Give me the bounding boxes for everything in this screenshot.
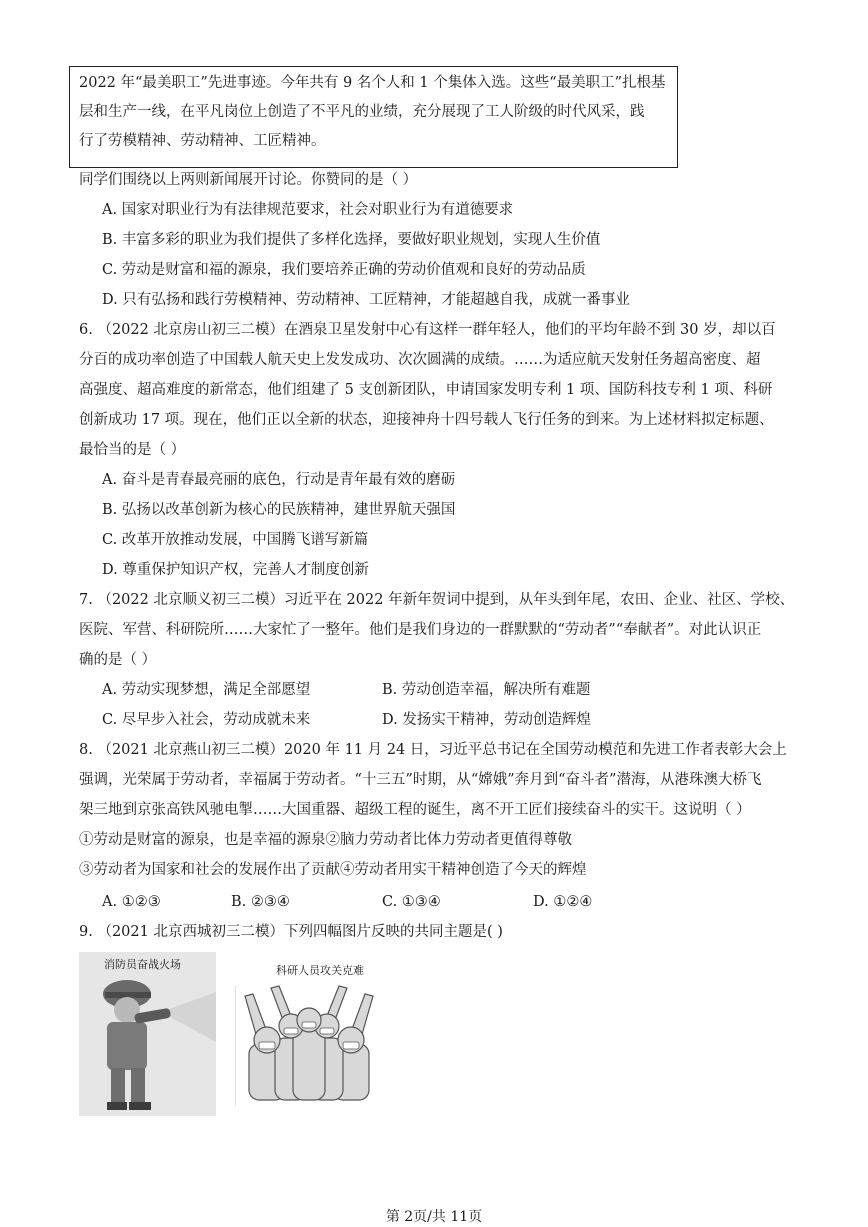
q8-option-c: C. ①③④: [382, 894, 441, 910]
q8-option-d: D. ①②④: [533, 894, 593, 910]
q8-stem-line-3: 架三地到京张高铁风驰电掣……大国重器、超级工程的诞生，离不开工匠们接续奋斗的实干。这说明（ ）: [79, 802, 751, 818]
page-number: 第 2页/共 11页: [385, 1209, 483, 1225]
q6-stem-line-4: 创新成功 17 项。现在，他们正以全新的状态，迎接神舟十四号载人飞行任务的到来。为上述材料拟定标题、: [79, 412, 774, 428]
q7-option-b: B. 劳动创造幸福，解决所有难题: [382, 682, 591, 698]
q5-option-a: A. 国家对职业行为有法律规范要求，社会对职业行为有道德要求: [102, 202, 514, 218]
researchers-icon: [235, 958, 383, 1106]
q6-option-b: B. 弘扬以改革创新为核心的民族精神，建世界航天强国: [102, 502, 456, 518]
q6-stem-line-5: 最恰当的是（ ）: [79, 442, 186, 458]
firefighter-icon: [79, 952, 216, 1116]
q8-statement-1: ①劳动是财富的源泉，也是幸福的源泉②脑力劳动者比体力劳动者更值得尊敬: [79, 832, 572, 848]
q5-option-c: C. 劳动是财富和福的源泉，我们要培养正确的劳动价值观和良好的劳动品质: [102, 262, 586, 278]
q7-option-a: A. 劳动实现梦想，满足全部愿望: [102, 682, 311, 698]
researchers-illustration: [235, 958, 383, 1106]
q7-stem-line-2: 医院、军营、科研院所……大家忙了一整年。他们是我们身边的一群默默的“劳动者”“奉献者”。对此认识正: [79, 622, 762, 638]
box-line-1: 2022 年“最美职工”先进事迹。今年共有 9 名个人和 1 个集体入选。这些“最美职工”扎根基: [79, 75, 666, 91]
q6-option-c: C. 改革开放推动发展，中国腾飞谱写新篇: [102, 532, 369, 548]
q5-option-d: D. 只有弘扬和践行劳模精神、劳动精神、工匠精神，才能超越自我，成就一番事业: [102, 292, 630, 308]
q7-option-c: C. 尽早步入社会，劳动成就未来: [102, 712, 311, 728]
box-line-3: 行了劳模精神、劳动精神、工匠精神。: [79, 133, 326, 149]
q7-stem-line-3: 确的是（ ）: [79, 652, 157, 668]
q5-option-b: B. 丰富多彩的职业为我们提供了多样化选择，要做好职业规划，实现人生价值: [102, 232, 601, 248]
q6-stem-line-2: 分百的成功率创造了中国载人航天史上发发成功、次次圆满的成绩。……为适应航天发射任务超高密度、超: [79, 352, 761, 368]
q6-stem-line-3: 高强度、超高难度的新常态，他们组建了 5 支创新团队，申请国家发明专利 1 项、国防科技专利 1 项、科研: [79, 382, 773, 398]
q7-option-d: D. 发扬实干精神，劳动创造辉煌: [382, 712, 591, 728]
figure-2-caption: 科研人员攻关克难: [276, 964, 364, 977]
q5-stem: 同学们围绕以上两则新闻展开讨论。你赞同的是（ ）: [79, 172, 418, 188]
q6-option-d: D. 尊重保护知识产权，完善人才制度创新: [102, 562, 369, 578]
q9-stem: 9. （2021 北京西城初三二模）下列四幅图片反映的共同主题是( ): [79, 924, 503, 940]
q6-stem-line-1: 6. （2022 北京房山初三二模）在酒泉卫星发射中心有这样一群年轻人，他们的平均年龄不到 30 岁，却以百: [79, 322, 776, 338]
q8-stem-line-1: 8. （2021 北京燕山初三二模）2020 年 11 月 24 日，习近平总书记在全国劳动模范和先进工作者表彰大会上: [79, 742, 787, 758]
figure-1-caption: 消防员奋战火场: [104, 958, 181, 971]
q7-stem-line-1: 7. （2022 北京顺义初三二模）习近平在 2022 年新年贺词中提到，从年头到年尾，农田、企业、社区、学校、: [79, 592, 795, 608]
q6-option-a: A. 奋斗是青春最亮丽的底色，行动是青年最有效的磨砺: [102, 472, 456, 488]
q8-option-a: A. ①②③: [102, 894, 161, 910]
box-line-2: 层和生产一线，在平凡岗位上创造了不平凡的业绩，充分展现了工人阶级的时代风采，践: [79, 104, 645, 120]
q8-stem-line-2: 强调，光荣属于劳动者，幸福属于劳动者。“十三五”时期，从“嫦娥”奔月到“奋斗者”潜海，从港珠澳大桥飞: [79, 772, 762, 788]
firefighter-illustration: [79, 952, 216, 1116]
q8-statement-2: ③劳动者为国家和社会的发展作出了贡献④劳动者用实干精神创造了今天的辉煌: [79, 862, 587, 878]
q8-option-b: B. ②③④: [231, 894, 290, 910]
